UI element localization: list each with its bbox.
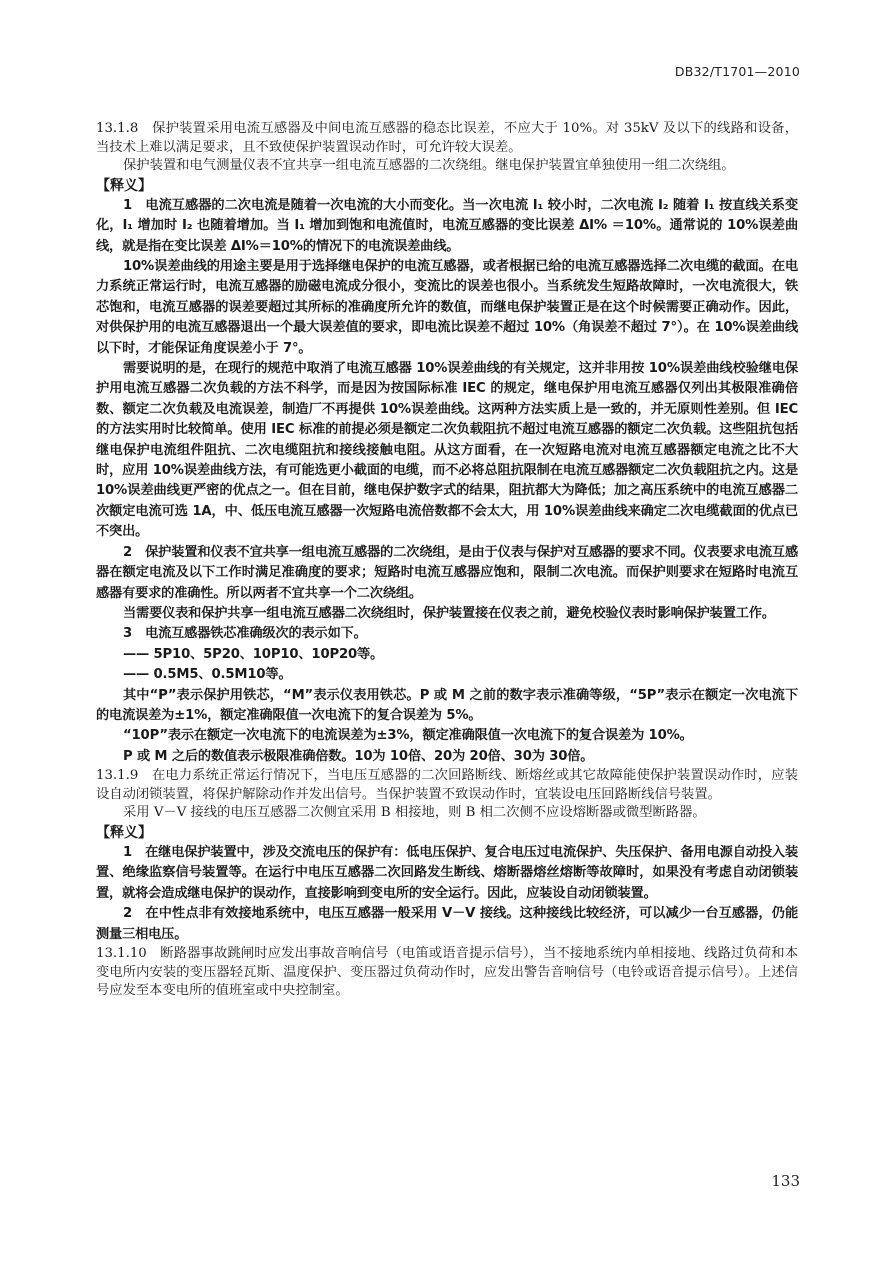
interpretation-paragraph: 需要说明的是，在现行的规范中取消了电流互感器 10%误差曲线的有关规定，这并非用按 10%误差曲线校验继电保护用电流互感器二次负载的方法不科学，而是因为按国际标准 IEC 的规定，继电保护用电流互感器仅列出其极限准确倍数、额定二次负载及电流误差，制造厂不再提供 10%误差曲线。这两种方法实质上是一致的，并无原则性差别。但 IEC 的方法实用时比较简单。使用 IEC 标准的前提必须是额定二次负载阻抗不超过电流互感器的额定二次负载。这些阻抗包括继电保护电流组件阻抗、二次电缆阻抗和接线接触电阻。从这方面看，在一次短路电流对电流互感器额定电流之比不大时，应用 10%误差曲线方法，有可能选更小截面的电缆，而不必将总阻抗限制在电流互感器额定二次负载阻抗之内。这是 10%误差曲线更严密的优点之一。但在目前，继电保护数字式的结果，阻抗都大为降低；加之高压系统中的电流互感器二次额定电流可选 1A，中、低压电流互感器一次短路电流倍数都不会太大，用 10%误差曲线来确定二次电缆截面的优点已不突出。 <box>96 361 798 540</box>
clause-13-1-9-para-2: 采用 V－V 接线的电压互感器二次侧宜采用 B 相接地，则 B 相二次侧不应设熔断器或微型断路器。 <box>123 805 706 821</box>
interpretation-paragraph: P 或 M 之后的数值表示极限准确倍数。10为 10倍、20为 20倍、30为 30倍。 <box>123 748 594 764</box>
interpretation-paragraph: 2 保护装置和仪表不宜共享一组电流互感器的二次绕组，是由于仪表与保护对互感器的要求不同。仪表要求电流互感器在额定电流及以下工作时满足准确度的要求；短路时电流互感器应饱和，限制二次电流。而保护则要求在短路时电流互感器有要求的准确性。所以两者不宜共享一个二次绕组。 <box>96 544 798 601</box>
interpretation-paragraph: 1 电流互感器的二次电流是随着一次电流的大小而变化。当一次电流 I₁ 较小时，二次电流 I₂ 随着 I₁ 按直线关系变化，I₁ 增加时 I₂ 也随着增加。当 I₁ 增加到饱和电流值时，电流互感器的变比误差 ΔI% ＝10%。通常说的 10%误差曲线，就是指在变比误差 ΔI%＝10%的情况下的电流误差曲线。 <box>96 197 798 254</box>
interpretation-paragraph: 2 在中性点非有效接地系统中，电压互感器一般采用 V－V 接线。这种接线比较经济，可以减少一台互感器，仍能测量三相电压。 <box>96 906 798 942</box>
interpretation-paragraph: 3 电流互感器铁芯准确级次的表示如下。 <box>123 626 367 642</box>
interpretation-paragraph: 10%误差曲线的用途主要是用于选择继电保护的电流互感器，或者根据已给的电流互感器选择二次电缆的截面。在电力系统正常运行时，电流互感器的励磁电流成分很小，变流比的误差也很小。当系统发生短路故障时，一次电流很大，铁芯饱和，电流互感器的误差要超过其所标的准确度所允许的数值，而继电保护装置正是在这个时候需要正确动作。因此，对供保护用的电流互感器退出一个最大误差值的要求，即电流比误差不超过 10%（角误差不超过 7°）。在 10%误差曲线以下时，才能保证角度误差小于 7°。 <box>96 259 798 356</box>
interpretation-heading: 【释义】 <box>96 824 152 841</box>
clause-13-1-8: 13.1.8 保护装置采用电流互感器及中间电流互感器的稳态比误差，不应大于 10%。对 35kV 及以下的线路和设备，当技术上难以满足要求，且不致使保护装置误动作时，可允许较大误差。 <box>96 121 798 155</box>
interpretation-paragraph: “10P”表示在额定一次电流下的电流误差为±3%，额定准确限值一次电流下的复合误差为 10%。 <box>123 728 693 744</box>
accuracy-class-item: —— 5P10、5P20、10P10、10P20等。 <box>123 646 384 662</box>
document-body <box>96 120 798 1001</box>
clause-13-1-9: 13.1.9 在电力系统正常运行情况下，当电压互感器的二次回路断线、断熔丝或其它故障能使保护装置误动作时，应装设自动闭锁装置，将保护解除动作并发出信号。当保护装置不致误动作时，宜装设电压回路断线信号装置。 <box>96 768 798 802</box>
clause-13-1-8-para-2: 保护装置和电气测量仪表不宜共享一组电流互感器的二次绕组。继电保护装置宜单独使用一组二次绕组。 <box>123 158 735 174</box>
standard-code: DB32/T1701—2010 <box>674 64 800 79</box>
interpretation-paragraph: 其中“P”表示保护用铁芯，“M”表示仪表用铁芯。P 或 M 之前的数字表示准确等级，“5P”表示在额定一次电流下的电流误差为±1%，额定准确限值一次电流下的复合误差为 5%。 <box>96 687 798 723</box>
page-number: 133 <box>771 1172 800 1190</box>
interpretation-paragraph: 当需要仪表和保护共享一组电流互感器二次绕组时，保护装置接在仪表之前，避免校验仪表时影响保护装置工作。 <box>123 605 775 621</box>
clause-13-1-10: 13.1.10 断路器事故跳闸时应发出事故音响信号（电笛或语音提示信号），当不接地系统内单相接地、线路过负荷和本变电所内安装的变压器轻瓦斯、温度保护、变压器过负荷动作时，应发出警告音响信号（电铃或语音提示信号）。上述信号应发至本变电所的值班室或中央控制室。 <box>96 945 798 999</box>
interpretation-heading: 【释义】 <box>96 177 152 194</box>
interpretation-paragraph: 1 在继电保护装置中，涉及交流电压的保护有：低电压保护、复合电压过电流保护、失压保护、备用电源自动投入装置、绝缘监察信号装置等。在运行中电压互感器二次回路发生断线、熔断器熔丝熔断等故障时，如果没有考虑自动闭锁装置，就将会造成继电保护的误动作，直接影响到变电所的安全运行。因此，应装设自动闭锁装置。 <box>96 844 798 901</box>
accuracy-class-item: —— 0.5M5、0.5M10等。 <box>123 667 292 683</box>
